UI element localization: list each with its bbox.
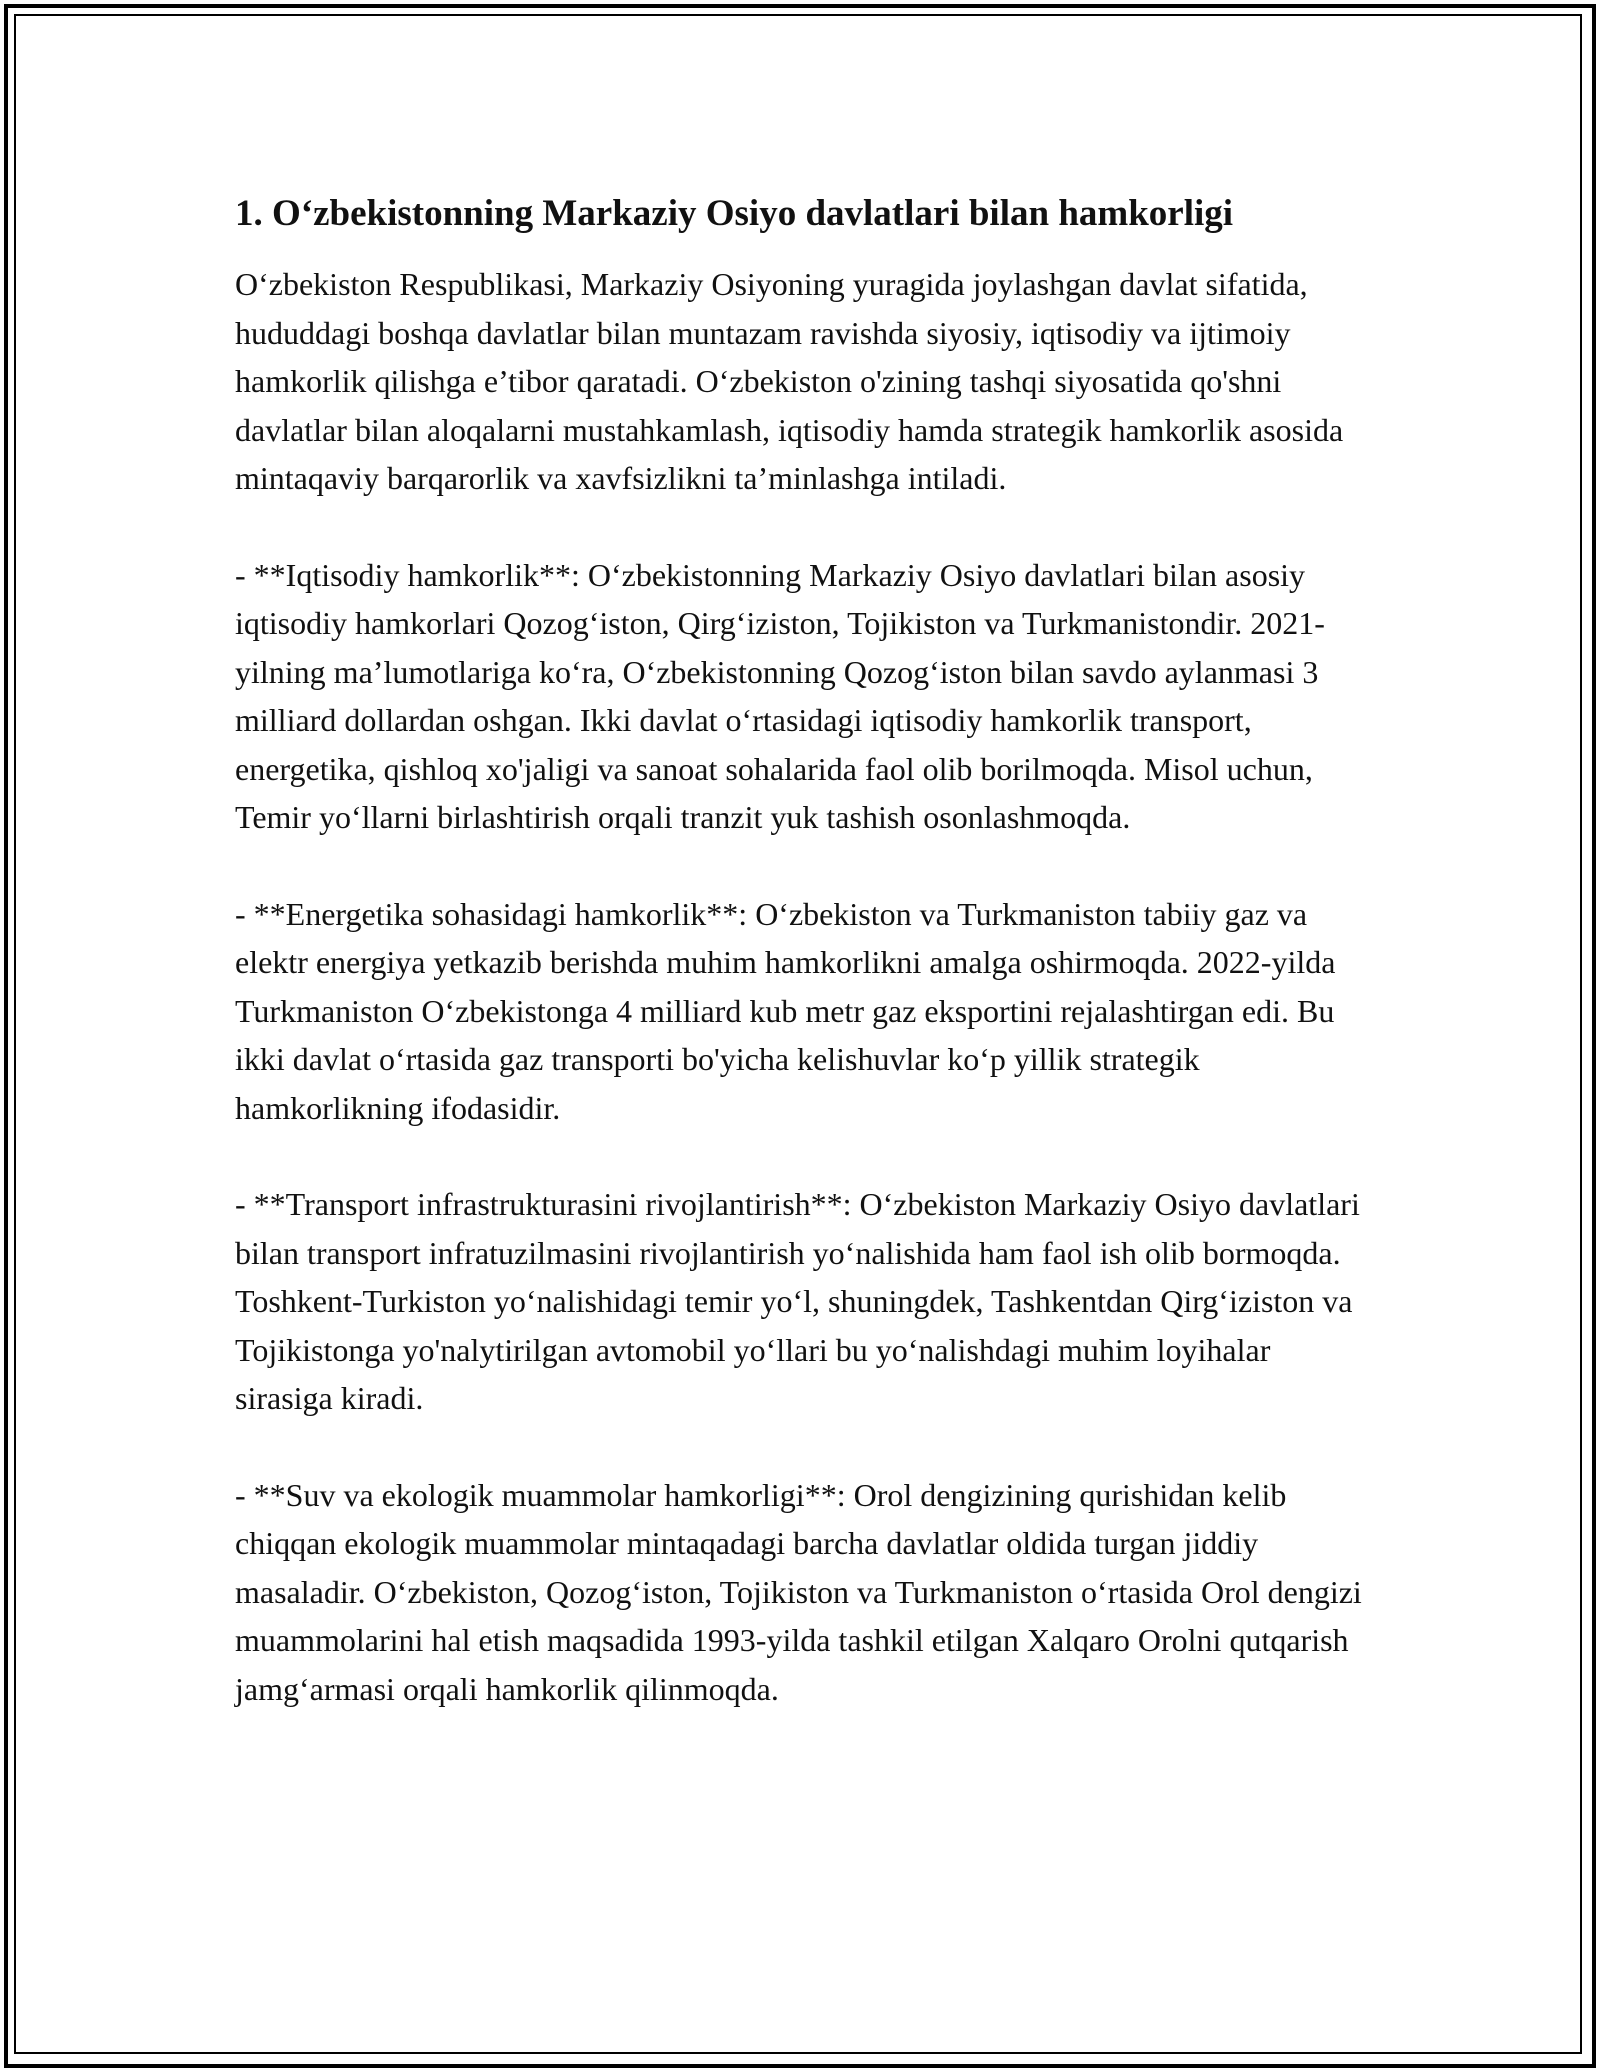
intro-paragraph: O‘zbekiston Respublikasi, Markaziy Osiyoning yuragida joylashgan davlat sifatida, hududdagi boshqa davlatlar bilan muntazam ravishda siyosiy, iqtisodiy va ijtimoiy hamkorlik qilishga e’tibor qaratadi. O‘zbekiston o'zining tashqi siyosatida qo'shni davlatlar bilan aloqalarni mustahkamlash, iqtisodiy hamda strategik hamkorlik asosida mintaqaviy barqarorlik va xavfsizlikni ta’minlashga intiladi. [235, 266, 1344, 496]
water-ecology-paragraph: - **Suv va ekologik muammolar hamkorligi**: Orol dengizining qurishidan kelib chiqqan ekologik muammolar mintaqadagi barcha davlatlar oldida turgan jiddiy masaladir. O‘zbekiston, Qozog‘iston, Tojikiston va Turkmaniston o‘rtasida Orol dengizi muammolarini hal etish maqsadida 1993-yilda tashkil etilgan Xalqaro Orolni qutqarish jamg‘armasi orqali hamkorlik qilinmoqda. [235, 1476, 1362, 1707]
economic-cooperation-paragraph: - **Iqtisodiy hamkorlik**: O‘zbekistonning Markaziy Osiyo davlatlari bilan asosiy iqtisodiy hamkorlari Qozog‘iston, Qirg‘iziston, Tojikiston va Turkmanistondir. 2021-yilning ma’lumotlariga ko‘ra, O‘zbekistonning Qozog‘iston bilan savdo aylanmasi 3 milliard dollardan oshgan. Ikki davlat o‘rtasidagi iqtisodiy hamkorlik transport, energetika, qishloq xo'jaligi va sanoat sohalarida faol olib borilmoqda. Misol uchun, Temir yo‘llarni birlashtirish orqali tranzit yuk tashish osonlashmoqda. [235, 556, 1325, 835]
section-heading: 1. O‘zbekistonning Markaziy Osiyo davlatlari bilan hamkorligi [235, 193, 1234, 234]
document-body [235, 190, 1370, 1761]
transport-infrastructure-paragraph: - **Transport infrastrukturasini rivojlantirish**: O‘zbekiston Markaziy Osiyo davlatlari bilan transport infratuzilmasini rivojlantirish yo‘nalishida ham faol ish olib bormoqda. Toshkent-Turkiston yo‘nalishidagi temir yo‘l, shuningdek, Tashkentdan Qirg‘iziston va Tojikistonga yo'nalytirilgan avtomobil yo‘llari bu yo‘nalishdagi muhim loyihalar sirasiga kiradi. [235, 1186, 1360, 1416]
energy-cooperation-paragraph: - **Energetika sohasidagi hamkorlik**: O‘zbekiston va Turkmaniston tabiiy gaz va elektr energiya yetkazib berishda muhim hamkorlikni amalga oshirmoqda. 2022-yilda Turkmaniston O‘zbekistonga 4 milliard kub metr gaz eksportini rejalashtirgan edi. Bu ikki davlat o‘rtasida gaz transporti bo'yicha kelishuvlar ko‘p yillik strategik hamkorlikning ifodasidir. [235, 895, 1336, 1126]
